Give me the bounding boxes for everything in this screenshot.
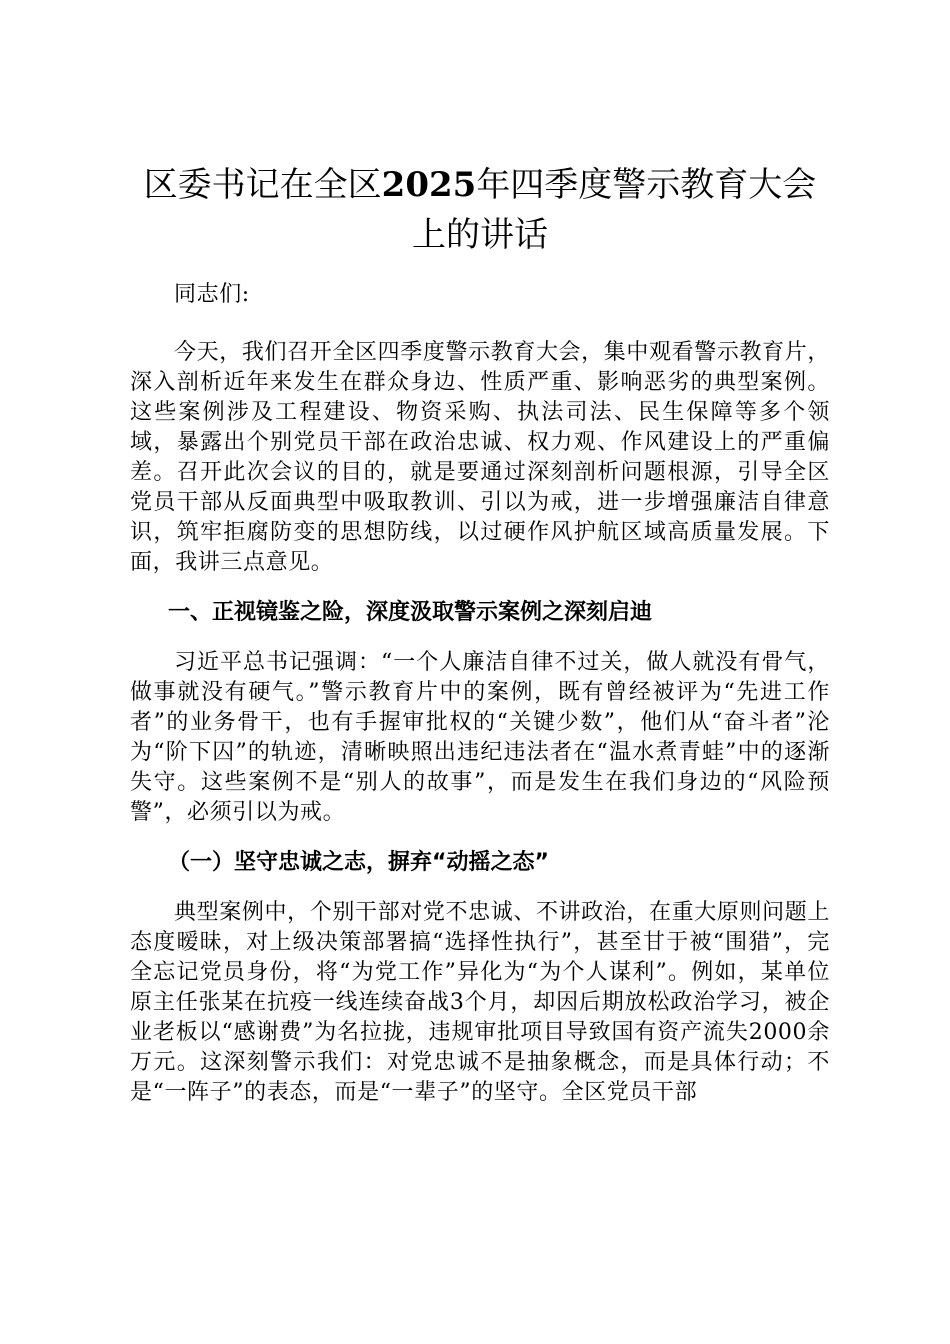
section-heading-1: 一、正视镜鉴之险，深度汲取警示案例之深刻启迪 [168, 600, 653, 625]
subsection-1-paragraph: 典型案例中，个别干部对党不忠诚、不讲政治，在重大原则问题上态度暧昧，对上级决策部署搞“选择性执行”，甚至甘于被“围猎”，完全忘记党员身份，将“为党工作”异化为“为个人谋利”。例如，某单位原主任张某在抗疫一线连续奋战3个月，却因后期放松政治学习，被企业老板以“感谢费”为名拉拢，违规审批项目导致国有资产流失2000余万元。这深刻警示我们：对党忠诚不是抽象概念，而是具体行动；不是“一阵子”的表态，而是“一辈子”的坚守。全区党员干部 [130, 900, 830, 1105]
title-year: 2025 [381, 165, 477, 205]
title-part1: 区委书记在全区 [143, 165, 382, 205]
title-part2: 年四季度警示教育大会上的讲话 [412, 165, 817, 255]
document-title [130, 160, 830, 260]
section-1-paragraph: 习近平总书记强调：“一个人廉洁自律不过关，做人就没有骨气，做事就没有硬气。”警示教育片中的案例，既有曾经被评为“先进工作者”的业务骨干，也有手握审批权的“关键少数”，他们从“奋斗者”沦为“阶下囚”的轨迹，清晰映照出违纪违法者在“温水煮青蛙”中的逐渐失守。这些案例不是“别人的故事”，而是发生在我们身边的“风险预警”，必须引以为戒。 [130, 650, 830, 825]
document-page [130, 160, 830, 1128]
salutation: 同志们: [174, 282, 250, 307]
intro-paragraph: 今天，我们召开全区四季度警示教育大会，集中观看警示教育片，深入剖析近年来发生在群众身边、性质严重、影响恶劣的典型案例。这些案例涉及工程建设、物资采购、执法司法、民生保障等多个领域，暴露出个别党员干部在政治忠诚、权力观、作风建设上的严重偏差。召开此次会议的目的，就是要通过深刻剖析问题根源，引导全区党员干部从反面典型中吸取教训、引以为戒，进一步增强廉洁自律意识，筑牢拒腐防变的思想防线，以过硬作风护航区域高质量发展。下面，我讲三点意见。 [130, 340, 830, 575]
subsection-heading-1: （一）坚守忠诚之志，摒弃“动摇之态” [168, 850, 549, 875]
